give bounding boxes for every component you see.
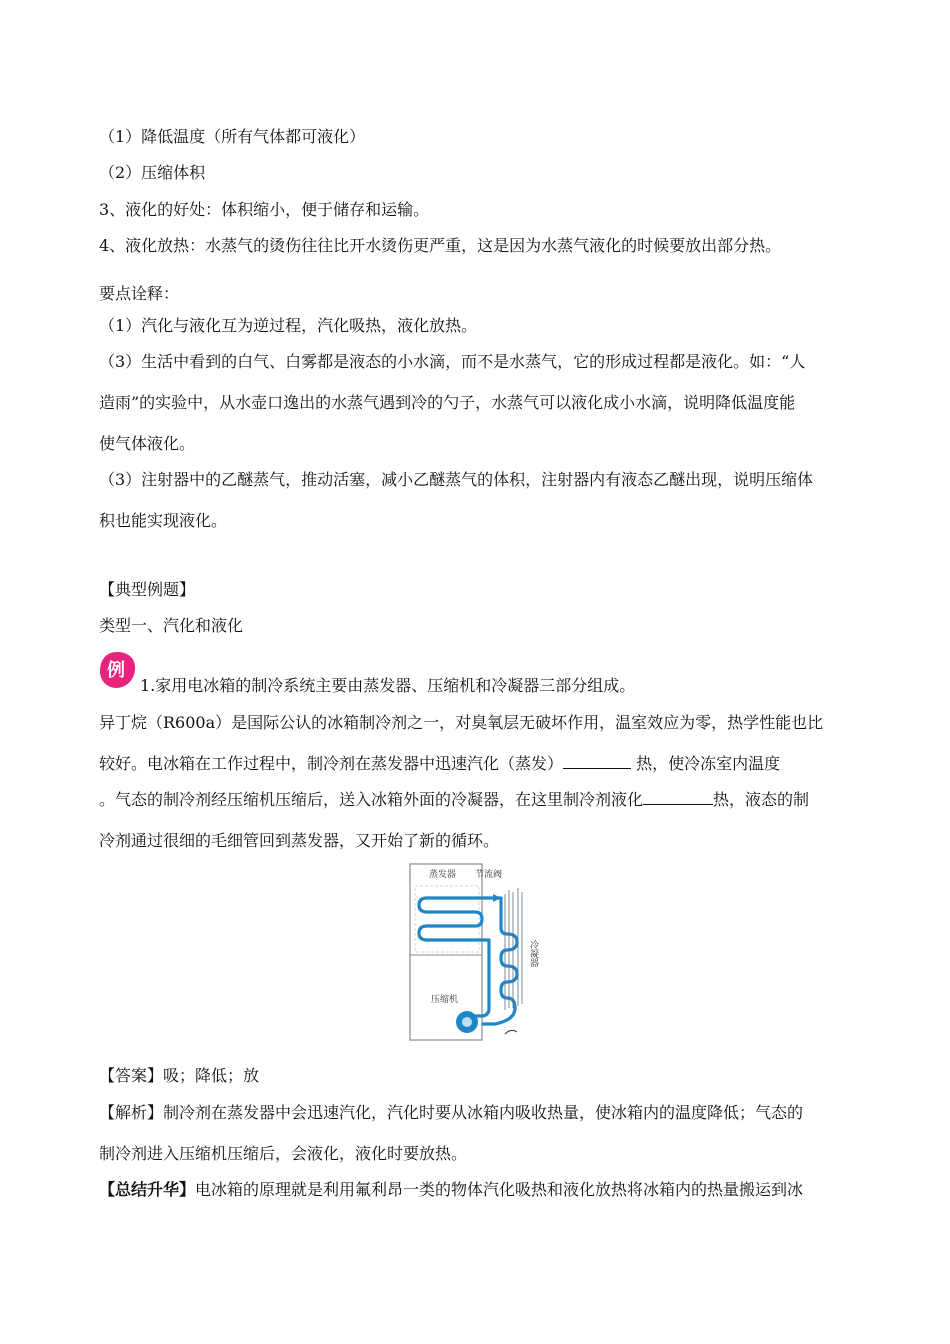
example-badge-icon xyxy=(97,650,137,690)
section-subheading: 类型一、汽化和液化 xyxy=(99,616,244,635)
condenser-label: 冷凝器 xyxy=(528,940,538,967)
summary-line xyxy=(99,1180,803,1200)
compressor-label: 压缩机 xyxy=(431,995,459,1005)
summary-text: 电冰箱的原理就是利用氟利昂一类的物体汽化吸热和液化放热将冰箱内的热量搬运到冰 xyxy=(195,1180,804,1199)
text-line: 异丁烷（R600a）是国际公认的冰箱制冷剂之一，对臭氧层无破坏作用，温室效应为零，热学性能也比 xyxy=(99,713,824,732)
answer-line: 【答案】吸；降低；放 xyxy=(99,1066,260,1085)
summary-heading: 【总结升华】 xyxy=(99,1180,196,1199)
text-line xyxy=(99,754,780,774)
text-line: 冷剂通过很细的毛细管回到蒸发器，又开始了新的循环。 xyxy=(99,831,500,850)
section-heading: 【典型例题】 xyxy=(99,580,196,599)
example-badge-label: 例 xyxy=(107,660,125,681)
question-text: 热，使冷冻室内温度 xyxy=(631,754,781,773)
evaporator-label: 蒸发器 xyxy=(429,870,457,880)
analysis-line: 【解析】制冷剂在蒸发器中会迅速汽化，汽化时要从冰箱内吸收热量，使冰箱内的温度降低；气态的 xyxy=(99,1103,804,1122)
question-text: 。气态的制冷剂经压缩机压缩后，送入冰箱外面的冷凝器，在这里制冷剂液化 xyxy=(99,790,644,809)
question-text: 较好。电冰箱在工作过程中，制冷剂在蒸发器中迅速汽化（蒸发） xyxy=(99,754,564,773)
question-stem: 1.家用电冰箱的制冷系统主要由蒸发器、压缩机和冷凝器三部分组成。 xyxy=(140,676,636,695)
valve-label: 节流阀 xyxy=(475,870,503,880)
text-line: 积也能实现液化。 xyxy=(99,511,228,530)
text-line: （3）注射器中的乙醚蒸气，推动活塞，减小乙醚蒸气的体积，注射器内有液态乙醚出现，说明压缩体 xyxy=(99,470,814,489)
text-line xyxy=(99,790,809,810)
text-line: 4、液化放热：水蒸气的烫伤往往比开水烫伤更严重，这是因为水蒸气液化的时候要放出部分热。 xyxy=(99,236,782,255)
question-text: 热，液态的制 xyxy=(713,790,810,809)
text-line: （1）汽化与液化互为逆过程，汽化吸热，液化放热。 xyxy=(99,316,478,335)
text-line: （3）生活中看到的白气、白雾都是液态的小水滴，而不是水蒸气，它的形成过程都是液化。如：“人 xyxy=(99,352,806,371)
refrigerator-diagram xyxy=(405,858,555,1044)
text-line: （1）降低温度（所有气体都可液化） xyxy=(99,127,366,146)
text-line: 造雨”的实验中，从水壶口逸出的水蒸气遇到冷的勺子，水蒸气可以液化成小水滴，说明降低温度能 xyxy=(99,393,796,412)
answer-blank xyxy=(563,754,631,769)
analysis-line: 制冷剂进入压缩机压缩后，会液化，液化时要放热。 xyxy=(99,1144,468,1163)
text-line: 使气体液化。 xyxy=(99,434,196,453)
section-label: 要点诠释： xyxy=(99,284,180,303)
answer-blank xyxy=(643,790,713,805)
text-line: （2）压缩体积 xyxy=(99,163,206,182)
text-line: 3、液化的好处：体积缩小，便于储存和运输。 xyxy=(99,200,430,219)
